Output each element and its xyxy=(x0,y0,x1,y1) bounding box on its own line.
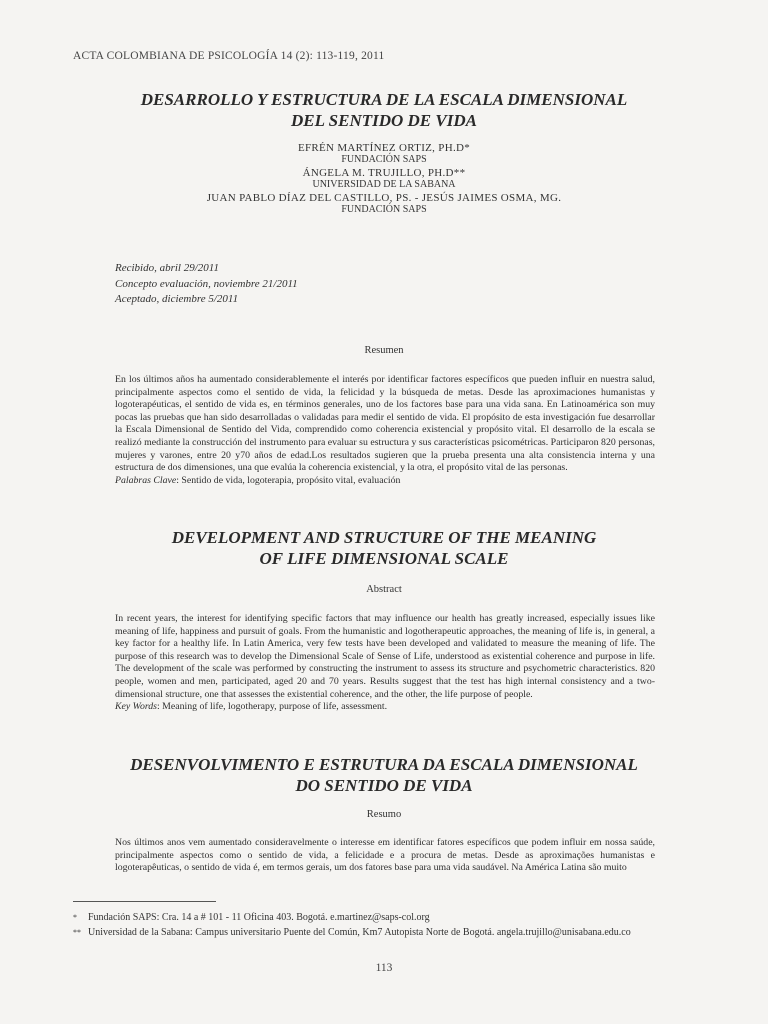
author-block xyxy=(0,142,768,216)
footnote-text: Universidad de la Sabana: Campus universitario Puente del Común, Km7 Autopista Norte de Bogotá. angela.trujillo@unisabana.edu.co xyxy=(88,927,631,938)
abstract-heading: Abstract xyxy=(366,584,402,595)
abstract-body xyxy=(115,613,655,714)
date-accepted: Aceptado, diciembre 5/2011 xyxy=(115,293,239,305)
resumen-keywords: : Sentido de vida, logoterapia, propósito vital, evaluación xyxy=(176,474,401,486)
footnote xyxy=(73,927,631,939)
author-affiliation: UNIVERSIDAD DE LA SABANA xyxy=(312,179,456,191)
date-evaluation: Concepto evaluación, noviembre 21/2011 xyxy=(115,277,298,290)
footnote xyxy=(73,912,430,924)
title-spanish-line-1: DESARROLLO Y ESTRUCTURA DE LA ESCALA DIMENSIONAL xyxy=(140,90,628,109)
author-affiliation: FUNDACIÓN SAPS xyxy=(341,204,427,216)
submission-dates xyxy=(115,261,298,308)
title-portuguese-line-1: DESENVOLVIMENTO E ESTRUTURA DA ESCALA DIMENSIONAL xyxy=(130,755,638,774)
footnote-mark: ** xyxy=(73,928,81,937)
footnote-text: Fundación SAPS: Cra. 14 a # 101 - 11 Oficina 403. Bogotá. e.martinez@saps-col.org xyxy=(88,912,430,923)
date-received: Recibido, abril 29/2011 xyxy=(115,262,219,274)
resumen-heading: Resumen xyxy=(364,345,404,356)
abstract-keywords: : Meaning of life, logotherapy, purpose of life, assessment. xyxy=(157,701,388,713)
footnote-divider xyxy=(73,901,216,902)
author-affiliation: FUNDACIÓN SAPS xyxy=(341,154,427,166)
resumen-body xyxy=(115,374,655,487)
title-portuguese-line-2: DO SENTIDO DE VIDA xyxy=(295,776,473,795)
title-spanish xyxy=(0,89,768,131)
author-name: JUAN PABLO DÍAZ DEL CASTILLO, PS. - JESÚS JAIMES OSMA, MG. xyxy=(206,191,562,204)
resumen-keywords-label: Palabras Clave xyxy=(115,474,177,486)
footnote-mark: * xyxy=(73,913,77,922)
title-spanish-line-2: DEL SENTIDO DE VIDA xyxy=(291,111,477,130)
abstract-text: In recent years, the interest for identifying specific factors that may influence our health has greatly increased, especially issues like meaning of life, happiness and pursuit of goals. From the humanistic and logotherapeutic approaches, the meaning of life is, in general, a key factor for a healthy life. In Latin America, very few tests have been developed and validated to measure the meaning of life. The purpose of this research was to develop the Dimensional Scale of Sense of Life, understood as existential coherence and purpose in life. The development of the scale was performed by constructing the instrument to assess its structure and psychometric characteristics. 820 people, women and men, participated, aged 20 and 70 years. Results suggest that the test has high internal consistency and a two-dimensional structure, one that assesses the existential coherence, and the other, the life purpose of people. xyxy=(115,613,655,700)
abstract-keywords-label: Key Words xyxy=(115,701,157,713)
page-number: 113 xyxy=(375,962,393,974)
title-english xyxy=(0,527,768,569)
resumo-body: Nos últimos anos vem aumentado consideravelmente o interesse em identificar fatores específicos que podem influir em nossa saúde, principalmente aspectos como o sentido de vida, a felicidade e a procura de metas. Desde as aproximações humanistas e logoterapêuticas, o sentido de vida é, em termos gerais, um dos fatores base para uma vida saudável. Na América Latina são muito xyxy=(115,837,655,874)
title-english-line-1: DEVELOPMENT AND STRUCTURE OF THE MEANING xyxy=(171,528,597,547)
resumo-heading: Resumo xyxy=(366,809,402,820)
author-name: EFRÉN MARTÍNEZ ORTIZ, PH.D* xyxy=(297,142,471,154)
title-english-line-2: OF LIFE DIMENSIONAL SCALE xyxy=(259,549,509,568)
journal-header: ACTA COLOMBIANA DE PSICOLOGÍA 14 (2): 113-119, 2011 xyxy=(73,50,385,62)
author-name: ÁNGELA M. TRUJILLO, PH.D** xyxy=(302,166,466,179)
title-portuguese xyxy=(0,754,768,796)
resumen-text: En los últimos años ha aumentado considerablemente el interés por identificar factores específicos que pueden influir en nuestra salud, principalmente aspectos como el sentido de vida, la felicidad y la búsqueda de metas. Desde las aproximaciones humanistas y logoterapéuticas, el sentido de vida es, en términos generales, uno de los factores base para una vida sana. En Latinoamérica son muy pocas las pruebas que han sido desarrolladas o validadas para medir el sentido de vida. El propósito de esta investigación fue desarrollar la Escala Dimensional de Sentido del Vida, comprendido como coherencia existencial y propósito vital. El desarrollo de la escala se realizó mediante la construcción del instrumento para evaluar su estructura y sus características psicométricas. Participaron 820 personas, mujeres y varones, entre 20 y70 años de edad.Los resultados sugieren que la prueba presenta una alta consistencia interna y una estructura de dos dimensiones, una que evalúa la coherencia existencial, y la otra, el propósito vital de las personas. xyxy=(115,374,655,474)
